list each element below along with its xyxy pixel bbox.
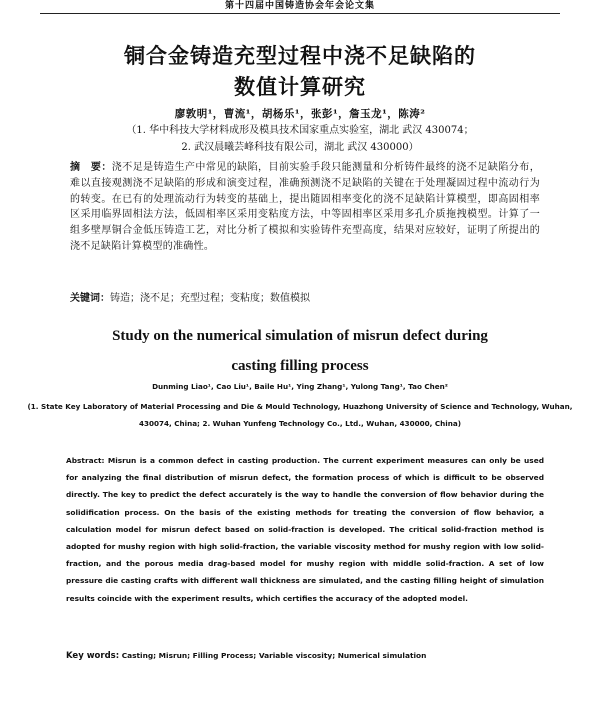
abstract-cn — [70, 160, 540, 255]
authors-en: Dunming Liao¹, Cao Liu¹, Baile Hu¹, Ying Zhang¹, Yulong Tang¹, Tao Chen² — [152, 382, 448, 391]
abstract-cn-text: 浇不足是铸造生产中常见的缺陷，目前实验手段只能测量和分析铸件最终的浇不足缺陷分布，难以直接观测浇不足缺陷的形成和演变过程，准确预测浇不足缺陷的关键在于处理凝固过程中流动行为的转变。在已有的处理流动行为转变的基础上，提出随固相率变化的浇不足缺陷计算模型，即高固相率区采用临界固相法方法，低固相率区采用变粘度方法，中等固相率区采用多孔介质拖拽模型。计算了一组多壁厚铜合金低压铸造工艺，对比分析了模拟和实验铸件充型高度，结果对应较好，证明了所提出的浇不足缺陷计算模型的准确性。 — [70, 162, 540, 252]
keywords-en-text: Casting; Misrun; Filling Process; Variable viscosity; Numerical simulation — [121, 651, 427, 660]
title-en-line1: Study on the numerical simulation of misrun defect during — [112, 328, 488, 344]
affiliation-en: (1. State Key Laboratory of Material Processing and Die & Mould Technology, Huazhong University of Science and Technology, Wuhan, 430074, China; 2. Wuhan Yunfeng Technology Co., Ltd., Wuhan, 430000, China) — [27, 402, 573, 428]
affiliation-cn-1: （1. 华中科技大学材料成形及模具技术国家重点实验室，湖北 武汉 430074； — [126, 125, 474, 136]
keywords-cn-text: 铸造；浇不足；充型过程；变粘度；数值模拟 — [110, 293, 310, 304]
affiliation-cn-2: 2. 武汉晨曦芸峰科技有限公司，湖北 武汉 430000） — [181, 142, 419, 153]
header-text: 第十四届中国铸造协会年会论文集 — [224, 1, 375, 11]
title-cn-line1: 铜合金铸造充型过程中浇不足缺陷的 — [124, 44, 476, 68]
keywords-en-label: Key words: — [66, 651, 120, 661]
abstract-cn-label: 摘 要： — [70, 162, 112, 173]
keywords-en — [66, 651, 544, 661]
title-en-line2: casting filling process — [231, 358, 369, 374]
abstract-en — [66, 452, 544, 607]
abstract-en-text: Misrun is a common defect in casting production. The current experiment measures can only be used for analyzing the final distribution of misrun defect, the formation process of which is difficult to be observed directly. The key to predict the defect accurately is the way to handle the conversion of flow behavior during the solidification process. On the basis of the existing methods for treating the conversion of flow behavior, a calculation model for misrun defect based on solid-fraction is developed. The critical solid-fraction method is adopted for mushy region with high solid-fraction, the variable viscosity method for mushy region with low solid-fraction, and the porous media drag-based model for mushy region with middle solid-fraction. A set of low pressure die casting crafts with different wall thickness are simulated, and the casting filling height of simulation results coincide with the experiment results, which certifies the accuracy of the adopted model. — [66, 456, 545, 603]
header-divider — [40, 13, 560, 14]
title-cn-line2: 数值计算研究 — [234, 75, 366, 99]
keywords-cn-label: 关键词： — [70, 293, 110, 304]
authors-cn: 廖敦明¹，曹流¹，胡杨乐¹，张彭¹，詹玉龙¹，陈涛² — [174, 108, 426, 120]
keywords-cn — [70, 289, 540, 304]
abstract-en-label: Abstract: — [66, 456, 105, 465]
